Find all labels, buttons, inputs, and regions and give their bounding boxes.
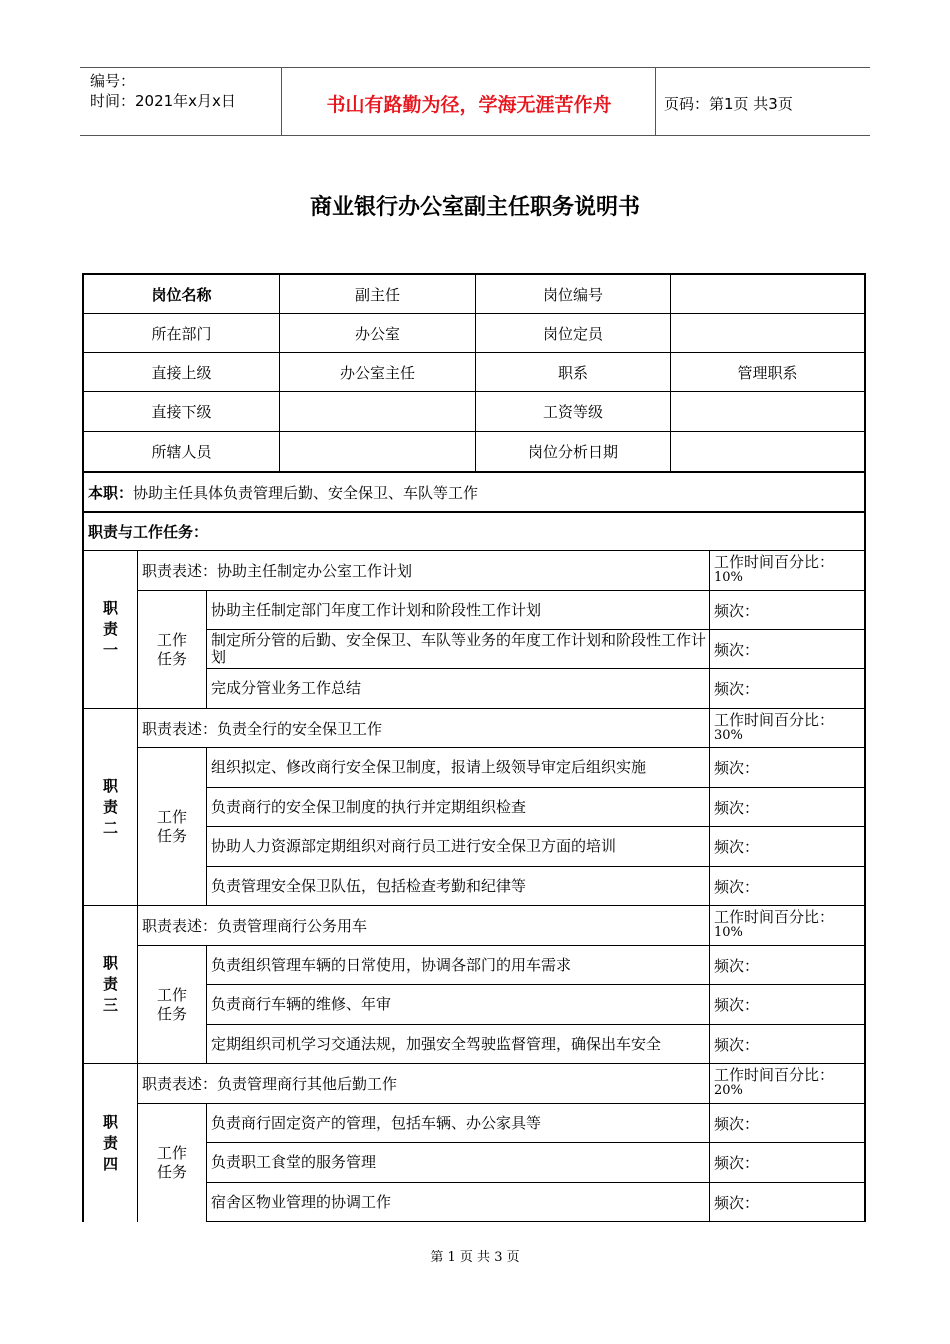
task-item: 协助人力资源部定期组织对商行员工进行安全保卫方面的培训 (207, 827, 710, 867)
duty-description: 职责表述：负责管理商行公务用车 (138, 906, 710, 946)
task-item: 负责职工食堂的服务管理 (207, 1143, 710, 1183)
frequency-cell: 频次： (710, 985, 864, 1025)
info-key-cell: 工资等级 (476, 392, 671, 432)
info-value-cell (671, 314, 864, 353)
frequency-cell: 频次： (710, 748, 864, 788)
time-percentage-cell (710, 709, 864, 748)
document-title: 商业银行办公室副主任职务说明书 (309, 195, 640, 220)
task-item: 负责组织管理车辆的日常使用，协调各部门的用车需求 (207, 946, 710, 985)
frequency-cell: 频次： (710, 867, 864, 906)
duty-name: 职责三 (102, 954, 118, 1014)
info-value-cell (671, 275, 864, 314)
task-item: 宿舍区物业管理的协调工作 (207, 1183, 710, 1222)
date-label: 时间：2021年x月x日 (90, 92, 236, 110)
duty-name: 职责二 (102, 776, 118, 837)
duty-name-cell (84, 709, 138, 906)
frequency-cell: 频次： (710, 946, 864, 985)
frequency-cell: 频次： (710, 788, 864, 827)
time-percentage-cell (710, 551, 864, 591)
time-percentage-cell (710, 1064, 864, 1104)
info-key-cell: 职系 (476, 353, 671, 392)
task-item: 完成分管业务工作总结 (207, 669, 710, 709)
time-percentage-value: 10% (714, 925, 743, 940)
header-meta (90, 71, 236, 111)
duty-description: 职责表述：协助主任制定办公室工作计划 (138, 551, 710, 591)
header-page-info: 页码：第1页 共3页 (664, 95, 793, 113)
task-label: 工作任务 (156, 807, 187, 845)
number-label: 编号： (90, 72, 136, 90)
time-percentage-label: 工作时间百分比： (714, 711, 835, 729)
info-key-cell: 岗位名称 (84, 275, 280, 314)
info-key-cell: 所辖人员 (84, 432, 280, 473)
info-value-cell (280, 432, 476, 473)
time-percentage-label: 工作时间百分比： (714, 1066, 835, 1084)
time-percentage-cell (710, 906, 864, 946)
time-percentage-label: 工作时间百分比： (714, 908, 835, 926)
info-value-cell (280, 392, 476, 432)
info-value-cell: 副主任 (280, 275, 476, 314)
task-label: 工作任务 (156, 630, 187, 668)
task-label-cell (138, 591, 207, 709)
task-label: 工作任务 (156, 985, 187, 1023)
info-key-cell: 岗位编号 (476, 275, 671, 314)
task-item: 负责商行的安全保卫制度的执行并定期组织检查 (207, 788, 710, 827)
duty-text: 协助主任具体负责管理后勤、安全保卫、车队等工作 (133, 483, 479, 502)
info-value-cell: 办公室主任 (280, 353, 476, 392)
duty-name: 职责一 (102, 599, 118, 659)
time-percentage-value: 10% (714, 570, 743, 585)
frequency-cell: 频次： (710, 1143, 864, 1183)
task-label: 工作任务 (156, 1144, 187, 1181)
info-value-cell (671, 392, 864, 432)
info-value-cell (671, 432, 864, 473)
frequency-cell: 频次： (710, 630, 864, 669)
header-motto: 书山有路勤为径，学海无涯苦作舟 (326, 94, 612, 116)
frequency-cell: 频次： (710, 1104, 864, 1143)
task-item: 制定所分管的后勤、安全保卫、车队等业务的年度工作计划和阶段性工作计划 (207, 630, 710, 669)
task-label-cell (138, 946, 207, 1064)
task-item: 协助主任制定部门年度工作计划和阶段性工作计划 (207, 591, 710, 630)
info-key-cell: 岗位定员 (476, 314, 671, 353)
duty-name-cell (84, 551, 138, 709)
header-top-rule (80, 67, 870, 68)
task-label-cell (138, 1104, 207, 1222)
info-value-cell: 办公室 (280, 314, 476, 353)
duty-name-cell (84, 1064, 138, 1222)
duty-label: 本职： (88, 483, 134, 502)
info-value-cell: 管理职系 (671, 353, 864, 392)
frequency-cell: 频次： (710, 591, 864, 630)
header-divider (655, 67, 656, 136)
duty-row (84, 473, 864, 513)
info-key-cell: 所在部门 (84, 314, 280, 353)
task-label-cell (138, 748, 207, 906)
responsibilities-header: 职责与工作任务： (84, 513, 864, 551)
task-item: 组织拟定、修改商行安全保卫制度，报请上级领导审定后组织实施 (207, 748, 710, 788)
duty-name-cell (84, 906, 138, 1064)
page-footer: 第 1 页 共 3 页 (430, 1250, 520, 1265)
task-item: 负责商行固定资产的管理，包括车辆、办公家具等 (207, 1104, 710, 1143)
info-key-cell: 直接上级 (84, 353, 280, 392)
frequency-cell: 频次： (710, 827, 864, 867)
time-percentage-value: 30% (714, 728, 743, 743)
task-item: 负责商行车辆的维修、年审 (207, 985, 710, 1025)
frequency-cell: 频次： (710, 669, 864, 709)
duty-description: 职责表述：负责管理商行其他后勤工作 (138, 1064, 710, 1104)
frequency-cell: 频次： (710, 1183, 864, 1222)
header-bottom-rule (80, 135, 870, 136)
task-item: 定期组织司机学习交通法规，加强安全驾驶监督管理，确保出车安全 (207, 1025, 710, 1064)
info-key-cell: 直接下级 (84, 392, 280, 432)
duty-description: 职责表述：负责全行的安全保卫工作 (138, 709, 710, 748)
frequency-cell: 频次： (710, 1025, 864, 1064)
time-percentage-label: 工作时间百分比： (714, 553, 835, 571)
info-key-cell: 岗位分析日期 (476, 432, 671, 473)
duty-name: 职责四 (102, 1112, 118, 1173)
task-item: 负责管理安全保卫队伍，包括检查考勤和纪律等 (207, 867, 710, 906)
header-divider (281, 67, 282, 136)
time-percentage-value: 20% (714, 1083, 743, 1098)
